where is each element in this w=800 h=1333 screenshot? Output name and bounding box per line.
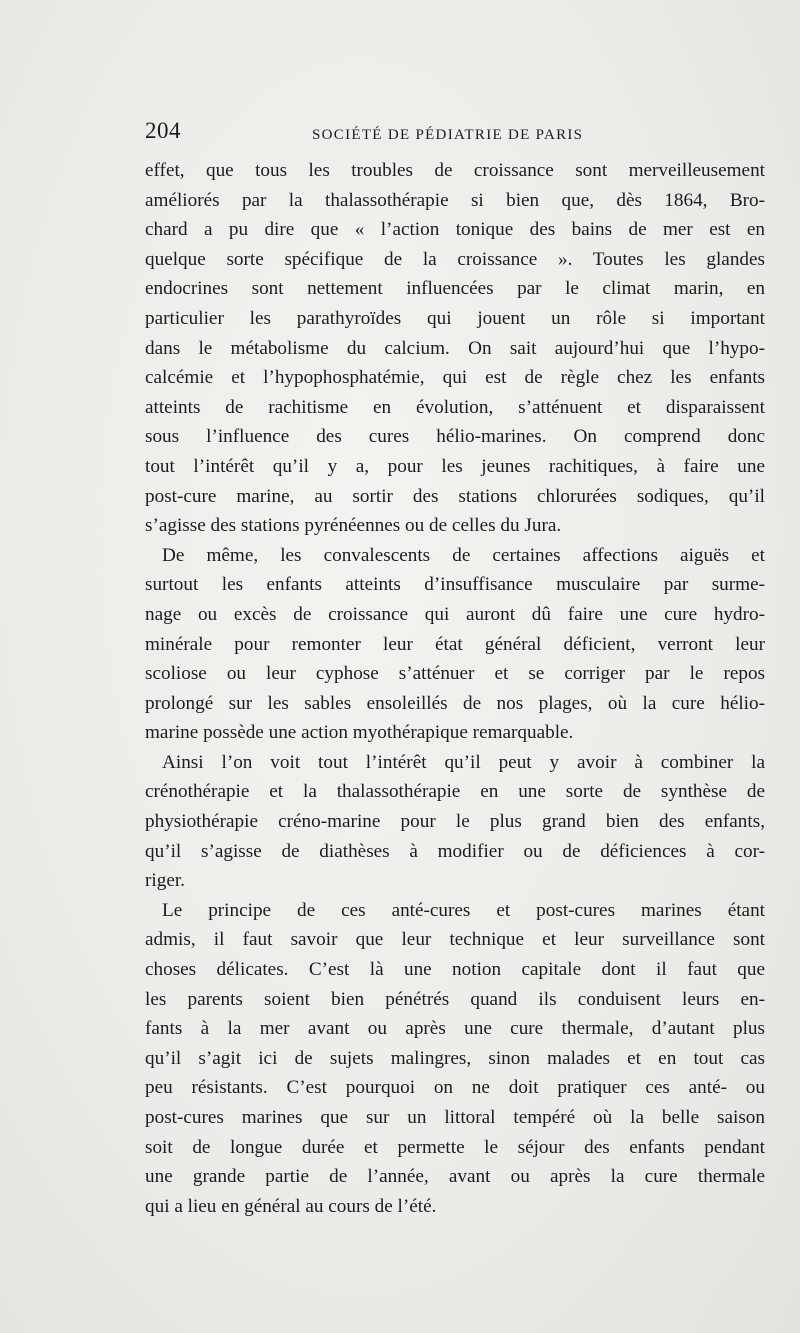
text-line: surtout les enfants atteints d’insuffisance musculaire par surme- [145,574,765,596]
text-line: endocrines sont nettement influencées par le climat marin, en [145,278,765,300]
text-line: post-cure marine, au sortir des stations chlorurées sodiques, qu’il [145,485,765,507]
text-line: post-cures marines que sur un littoral tempéré où la belle saison [145,1107,765,1128]
text-line: tout l’intérêt qu’il y a, pour les jeunes rachitiques, à faire une [145,455,765,477]
text-line: les parents soient bien pénétrés quand ils conduisent leurs en- [145,988,765,1010]
body-text [145,156,765,1221]
text-line: prolongé sur les sables ensoleillés de nos plages, où la cure hélio- [145,692,765,714]
text-line: admis, il faut savoir que leur technique et leur surveillance sont [145,929,765,951]
text-line: soit de longue durée et permette le séjour des enfants pendant [145,1136,765,1158]
text-line: dans le métabolisme du calcium. On sait aujourd’hui que l’hypo- [145,337,765,359]
text-line: scoliose ou leur cyphose s’atténuer et se corriger par le repos [145,663,765,685]
text-line: particulier les parathyroïdes qui jouent un rôle si important [145,307,765,329]
text-line: améliorés par la thalassothérapie si bien que, dès 1864, Bro- [145,189,765,211]
text-line: choses délicates. C’est là une notion capitale dont il faut que [145,959,765,981]
text-line: calcémie et l’hypophosphatémie, qui est de règle chez les enfants [145,367,765,389]
text-line: physiothérapie créno-marine pour le plus grand bien des enfants, [145,811,765,833]
text-line: une grande partie de l’année, avant ou après la cure thermale [145,1166,765,1188]
text-line: fants à la mer avant ou après une cure thermale, d’autant plus [145,1018,765,1040]
text-line: crénothérapie et la thalassothérapie en une sorte de synthèse de [145,781,765,803]
paragraph-end-line: qui a lieu en général au cours de l’été. [145,1195,437,1217]
text-line: chard a pu dire que « l’action tonique des bains de mer est en [145,219,765,241]
paragraph-end-line: marine possède une action myothérapique remarquable. [145,722,574,744]
page-number: 204 [145,118,181,143]
text-line: qu’il s’agisse de diathèses à modifier ou de déficiences à cor- [145,840,765,862]
paragraph-start-line: Le principe de ces anté-cures et post-cures marines étant [162,899,765,921]
paragraph-start-line: De même, les convalescents de certaines affections aiguës et [162,544,765,566]
paragraph-end-line: s’agisse des stations pyrénéennes ou de celles du Jura. [145,515,562,537]
text-line: minérale pour remonter leur état général déficient, verront leur [145,633,765,655]
text-line: qu’il s’agit ici de sujets malingres, sinon malades et en tout cas [145,1047,765,1069]
page-header [145,118,765,148]
text-line: peu résistants. C’est pourquoi on ne doit pratiquer ces anté- ou [145,1077,765,1099]
text-line: effet, que tous les troubles de croissance sont merveilleusement [145,160,765,181]
text-line: nage ou excès de croissance qui auront dû faire une cure hydro- [145,603,765,625]
running-title: SOCIÉTÉ DE PÉDIATRIE DE PARIS [312,127,584,143]
text-line: quelque sorte spécifique de la croissance ». Toutes les glandes [145,248,765,270]
paragraph-start-line: Ainsi l’on voit tout l’intérêt qu’il peut y avoir à combiner la [162,751,765,773]
text-line: atteints de rachitisme en évolution, s’atténuent et disparaissent [145,396,765,418]
paragraph-end-line: riger. [145,870,185,892]
text-line: sous l’influence des cures hélio-marines. On comprend donc [145,426,765,448]
